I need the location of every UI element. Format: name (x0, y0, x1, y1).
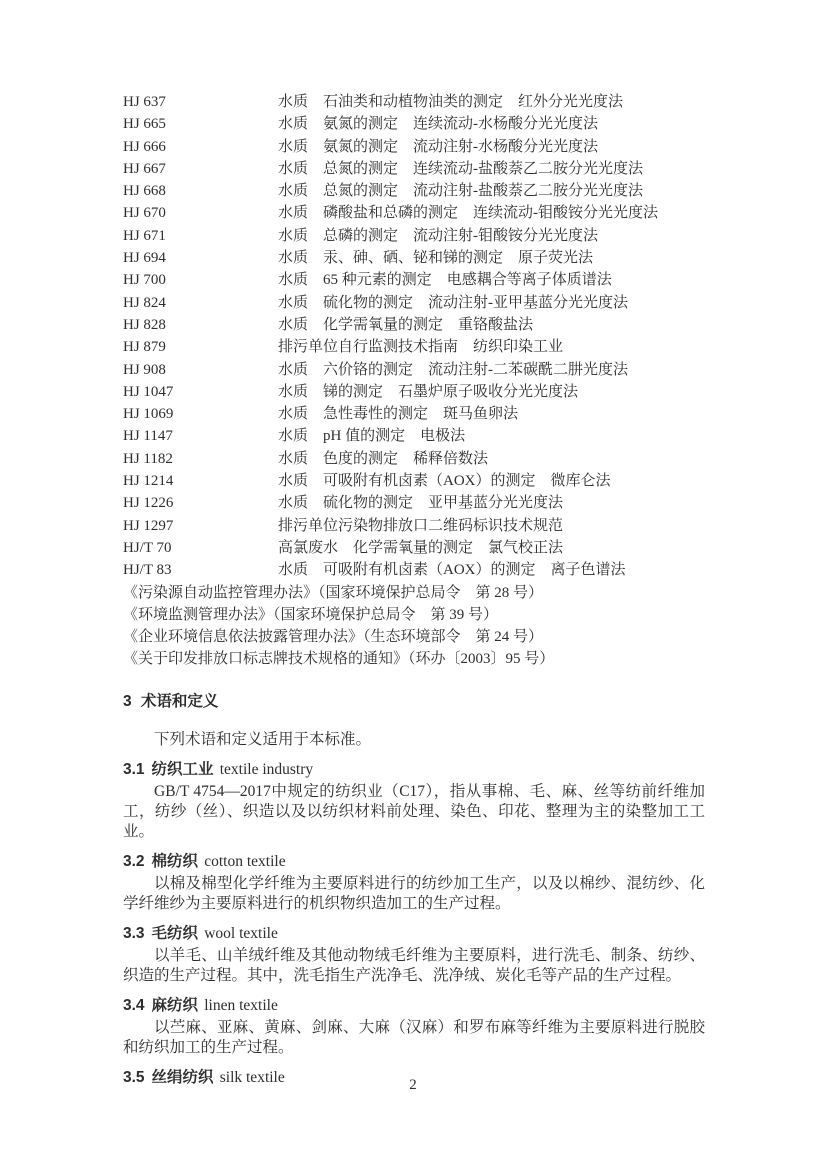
standard-code: HJ 668 (123, 183, 166, 200)
reference-standard-row (123, 492, 705, 514)
standard-code: HJ 1182 (123, 450, 173, 467)
standard-title: 排污单位污染物排放口二维码标识技术规范 (278, 517, 564, 534)
standard-title: 水质 石油类和动植物油类的测定 红外分光光度法 (278, 94, 624, 110)
term-definition: GB/T 4754—2017中规定的纺织业（C17），指从事棉、毛、麻、丝等纺前纤维加工，纺纱（丝）、织造以及以纺织材料前处理、染色、印花、整理为主的染整加工工业。 (123, 782, 705, 840)
standard-code: HJ 1047 (123, 383, 174, 400)
standard-title: 水质 硫化物的测定 亚甲基蓝分光光度法 (278, 495, 564, 512)
section-title: 术语和定义 (140, 692, 219, 710)
standard-title: 高氯废水 化学需氧量的测定 氯气校正法 (278, 539, 564, 556)
standard-title: 水质 氨氮的测定 连续流动-水杨酸分光光度法 (278, 116, 598, 133)
term-heading (123, 995, 705, 1017)
term-number: 3.1 (123, 760, 145, 778)
reference-standard-row (123, 202, 705, 224)
regulation-title: 《污染源自动监控管理办法》（国家环境保护总局令 第 28 号） (123, 584, 544, 601)
term-definition: 以棉及棉型化学纤维为主要原料进行的纺纱加工生产，以及以棉纱、混纺纱、化学纤维纱为主要原料进行的机织物织造加工的生产过程。 (123, 874, 705, 912)
term-name-en: linen textile (204, 996, 278, 1014)
term-number: 3.2 (123, 852, 145, 870)
standard-title: 水质 六价铬的测定 流动注射-二苯碳酰二肼光度法 (278, 361, 628, 378)
standard-code: HJ 667 (123, 160, 166, 177)
standard-title: 水质 汞、砷、硒、铋和锑的测定 原子荧光法 (278, 250, 594, 267)
regulation-title: 《企业环境信息依法披露管理办法》（生态环境部令 第 24 号） (123, 629, 544, 646)
reference-standard-row (123, 537, 705, 559)
standard-title: 水质 可吸附有机卤素（AOX）的测定 离子色谱法 (278, 562, 626, 579)
reference-standard-row (123, 91, 705, 113)
standard-code: HJ 828 (123, 316, 166, 333)
regulation-row (123, 604, 705, 626)
reference-standard-row (123, 113, 705, 135)
section-number: 3 (123, 692, 132, 710)
reference-standard-row (123, 314, 705, 336)
regulation-row (123, 648, 705, 670)
term-block (123, 923, 705, 986)
term-name-en: wool textile (204, 924, 278, 942)
reference-standard-row (123, 403, 705, 425)
reference-standards-list (123, 91, 705, 582)
reference-standard-row (123, 158, 705, 180)
reference-standard-row (123, 515, 705, 537)
standard-title: 水质 化学需氧量的测定 重铬酸盐法 (278, 316, 534, 333)
reference-standard-row (123, 247, 705, 269)
regulation-row (123, 582, 705, 604)
reference-regulations-list (123, 582, 705, 671)
standard-code: HJ 671 (123, 227, 166, 244)
term-name-zh: 纺织工业 (151, 760, 214, 778)
term-number: 3.4 (123, 996, 145, 1014)
reference-standard-row (123, 425, 705, 447)
term-block (123, 759, 705, 842)
standard-title: 水质 急性毒性的测定 斑马鱼卵法 (278, 406, 519, 423)
reference-standard-row (123, 448, 705, 470)
term-block (123, 851, 705, 914)
standard-title: 水质 氨氮的测定 流动注射-水杨酸分光光度法 (278, 138, 598, 155)
term-name-zh: 麻纺织 (151, 996, 199, 1014)
reference-standard-row (123, 180, 705, 202)
document-page-content (123, 91, 705, 1089)
standard-title: 水质 色度的测定 稀释倍数法 (278, 450, 489, 467)
regulation-title: 《环境监测管理办法》（国家环境保护总局令 第 39 号） (123, 606, 499, 623)
standard-code: HJ 824 (123, 294, 166, 311)
reference-standard-row (123, 225, 705, 247)
standard-title: 水质 65 种元素的测定 电感耦合等离子体质谱法 (278, 272, 612, 289)
reference-standard-row (123, 292, 705, 314)
standard-code: HJ 1214 (123, 473, 174, 490)
standard-code: HJ 1069 (123, 406, 174, 423)
standard-code: HJ 637 (123, 94, 166, 110)
terms-list (123, 759, 705, 1089)
standard-title: 水质 磷酸盐和总磷的测定 连续流动-钼酸铵分光光度法 (278, 205, 658, 222)
standard-title: 水质 总氮的测定 流动注射-盐酸萘乙二胺分光光度法 (278, 183, 643, 200)
standard-title: 排污单位自行监测技术指南 纺织印染工业 (278, 339, 564, 356)
standard-code: HJ/T 83 (123, 562, 172, 579)
page-number: 2 (409, 1077, 417, 1093)
standard-code: HJ 1147 (123, 428, 173, 445)
standard-code: HJ/T 70 (123, 539, 172, 556)
reference-standard-row (123, 359, 705, 381)
standard-code: HJ 670 (123, 205, 166, 222)
regulation-title: 《关于印发排放口标志牌技术规格的通知》（环办〔2003〕95 号） (123, 651, 555, 668)
standard-code: HJ 666 (123, 138, 166, 155)
term-definition: 以羊毛、山羊绒纤维及其他动物绒毛纤维为主要原料，进行洗毛、制条、纺纱、织造的生产过程。其中，洗毛指生产洗净毛、洗净绒、炭化毛等产品的生产过程。 (123, 946, 705, 984)
section-3-intro: 下列术语和定义适用于本标准。 (154, 730, 372, 748)
standard-title: 水质 可吸附有机卤素（AOX）的测定 微库仑法 (278, 473, 611, 490)
term-heading (123, 851, 705, 873)
standard-title: 水质 总氮的测定 连续流动-盐酸萘乙二胺分光光度法 (278, 160, 643, 177)
reference-standard-row (123, 559, 705, 581)
term-definition: 以苎麻、亚麻、黄麻、剑麻、大麻（汉麻）和罗布麻等纤维为主要原料进行脱胶和纺织加工的生产过程。 (123, 1018, 705, 1056)
section-3-heading (123, 691, 705, 713)
term-name-zh: 丝绢纺织 (151, 1068, 214, 1086)
term-number: 3.3 (123, 924, 145, 942)
standard-code: HJ 694 (123, 250, 166, 267)
reference-standard-row (123, 336, 705, 358)
term-number: 3.5 (123, 1068, 145, 1086)
standard-code: HJ 879 (123, 339, 166, 356)
standard-code: HJ 908 (123, 361, 166, 378)
reference-standard-row (123, 470, 705, 492)
term-name-zh: 毛纺织 (151, 924, 199, 942)
reference-standard-row (123, 136, 705, 158)
standard-title: 水质 pH 值的测定 电极法 (278, 428, 466, 445)
term-name-zh: 棉纺织 (151, 852, 199, 870)
reference-standard-row (123, 381, 705, 403)
term-heading (123, 923, 705, 945)
standard-title: 水质 锑的测定 石墨炉原子吸收分光光度法 (278, 383, 579, 400)
standard-code: HJ 700 (123, 272, 166, 289)
term-block (123, 995, 705, 1058)
term-heading (123, 759, 705, 781)
term-name-en: textile industry (219, 760, 314, 778)
regulation-row (123, 626, 705, 648)
standard-code: HJ 1226 (123, 495, 174, 512)
reference-standard-row (123, 269, 705, 291)
standard-code: HJ 665 (123, 116, 166, 133)
standard-code: HJ 1297 (123, 517, 174, 534)
standard-title: 水质 硫化物的测定 流动注射-亚甲基蓝分光光度法 (278, 294, 628, 311)
term-name-en: silk textile (219, 1068, 285, 1086)
standard-title: 水质 总磷的测定 流动注射-钼酸铵分光光度法 (278, 227, 598, 244)
term-name-en: cotton textile (204, 852, 286, 870)
